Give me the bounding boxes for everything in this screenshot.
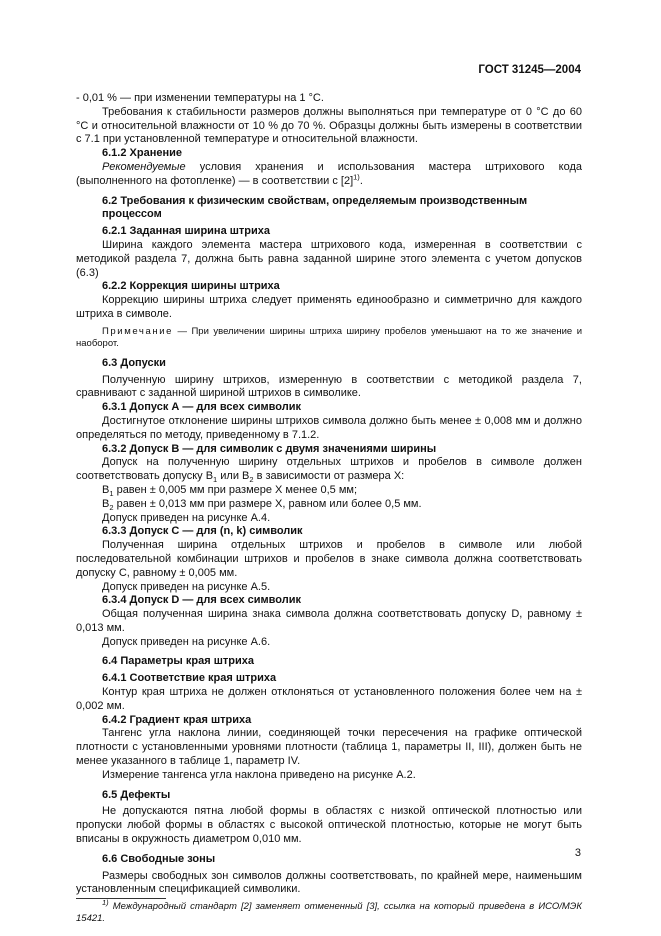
storage-text: условия хранения и использования мастера штрихового кода (выполненного на фотопленке) — в соответствии с [2] (76, 160, 582, 187)
heading-6-6: 6.6 Свободные зоны (102, 852, 216, 865)
paragraph-edge-gradient: Тангенс угла наклона линии, соединяющей точки пересечения на графике оптической плотности с установленными уровнями плотности (таблица 1, параметры II, III), должен быть не менее указанного в таблице 1, параметр IV. (76, 727, 582, 768)
paragraph-tolerances: Полученную ширину штрихов, измеренную в соответствии с методикой раздела 7, сравнивают с заданной шириной штрихов в символике. (76, 373, 582, 400)
paragraph-edge-conformance: Контур края штриха не должен отклоняться от установленного положения более чем на ± 0,002 мм. (76, 686, 582, 712)
b1-subscript: 1 (109, 489, 114, 499)
paragraph-stability: Требования к стабильности размеров должны выполняться при температуре от 0 °С до 60 °С и относительной влажности от 10 % до 70 %. Образцы должны быть измерены в соответствии с 7.1 при установленной температуре и относительной влажности. (76, 105, 582, 146)
ref-figure-a2: Измерение тангенса угла наклона приведено на рисунке А.2. (102, 768, 416, 781)
footnote-text: Международный стандарт [2] заменяет отмененный [3], ссылка на который приведена в ИСО/МЭК 15421. (76, 901, 582, 925)
footnote-reference: 1) (353, 172, 360, 182)
line-b1 (76, 484, 582, 498)
ref-figure-a4: Допуск приведен на рисунке А.4. (102, 511, 271, 524)
heading-6-4-2: 6.4.2 Градиент края штриха (102, 713, 252, 726)
ref-figure-a6: Допуск приведен на рисунке А.6. (102, 635, 271, 648)
heading-6-3-3: 6.3.3 Допуск С — для (n, k) символик (102, 525, 303, 538)
document-code: ГОСТ 31245—2004 (478, 64, 581, 76)
heading-6-3-4: 6.3.4 Допуск D — для всех символик (102, 594, 301, 607)
page-number: 3 (574, 847, 581, 859)
storage-end: . (359, 174, 363, 187)
paragraph-quiet-zones: Размеры свободных зон символов должны соответствовать, по крайней мере, наименьшим установленным спецификацией символики. (76, 869, 582, 896)
b1-text: равен ± 0,005 мм при размере X менее 0,5 мм; (113, 483, 358, 496)
heading-6-4: 6.4 Параметры края штриха (102, 655, 254, 668)
heading-6-2-1: 6.2.1 Заданная ширина штриха (102, 225, 271, 238)
ref-figure-a5: Допуск приведен на рисунке А.5. (102, 580, 271, 593)
heading-6-3-1: 6.3.1 Допуск А — для всех символик (102, 401, 301, 414)
paragraph-tolerance-a: Достигнутое отклонение ширины штрихов символа должно быть менее ± 0,008 мм и должно определяться по методу, приведенному в 7.1.2. (76, 414, 582, 441)
footnote-mark: 1) (102, 898, 109, 908)
note-text: — При увеличении ширины штриха ширину пробелов уменьшают на то же значение и наоборот. (76, 325, 582, 350)
tolerance-b-or: или B (217, 470, 250, 483)
heading-6-3: 6.3 Допуски (102, 356, 166, 369)
line-b2 (76, 498, 582, 512)
paragraph-bar-correction: Коррекцию ширины штриха следует применять единообразно и симметрично для каждого штриха в символе. (76, 294, 582, 320)
b1-label: B (102, 483, 110, 496)
b2-label: B (102, 497, 110, 510)
b2-subscript: 2 (109, 502, 114, 512)
footnote-divider (76, 898, 166, 899)
note-label: Примечание (102, 325, 173, 337)
tolerance-b-text: Допуск на полученную ширину отдельных штрихов и пробелов в символе должен соответствовать допуску B (76, 456, 582, 483)
subscript-1: 1 (213, 475, 218, 485)
heading-6-2: 6.2 Требования к физическим свойствам, определяемым производственным процессом (102, 194, 528, 221)
note-bar-correction (76, 326, 582, 351)
subscript-2: 2 (249, 475, 254, 485)
b2-text: равен ± 0,013 мм при размере X, равном или более 0,5 мм. (113, 497, 422, 510)
heading-6-5: 6.5 Дефекты (102, 788, 171, 801)
paragraph-storage (76, 161, 582, 189)
heading-6-4-1: 6.4.1 Соответствие края штриха (102, 672, 277, 685)
paragraph-bar-width: Ширина каждого элемента мастера штрихового кода, измеренная в соответствии с методикой раздела 7, должна быть равна заданной ширине этого элемента с учетом допусков (6.3) (76, 238, 582, 279)
emphasis-recommended: Рекомендуемые (102, 160, 186, 173)
heading-6-2-2: 6.2.2 Коррекция ширины штриха (102, 280, 280, 293)
page-content (76, 92, 582, 925)
paragraph-defects: Не допускаются пятна любой формы в областях с низкой оптической плотностью или пропуски любой формы в областях с высокой оптической плотностью, которые не могут быть вписаны в окружность диаметром 0,010 мм. (76, 805, 582, 846)
heading-6-1-2: 6.1.2 Хранение (102, 147, 182, 160)
paragraph-temperature-change: - 0,01 % — при изменении температуры на 1 °С. (76, 92, 324, 104)
heading-6-3-2: 6.3.2 Допуск В — для символик с двумя значениями ширины (102, 442, 437, 455)
paragraph-tolerance-c: Полученная ширина отдельных штрихов и пробелов в символе или любой последовательной комбинации штрихов и пробелов в знаке символа должна соответствовать допуску С, равному ± 0,005 мм. (76, 539, 582, 579)
paragraph-tolerance-b (76, 456, 582, 484)
footnote (76, 898, 582, 925)
paragraph-tolerance-d: Общая полученная ширина знака символа должна соответствовать допуску D, равному ± 0,013 мм. (76, 608, 582, 634)
tolerance-b-dependency: в зависимости от размера X: (253, 470, 405, 483)
